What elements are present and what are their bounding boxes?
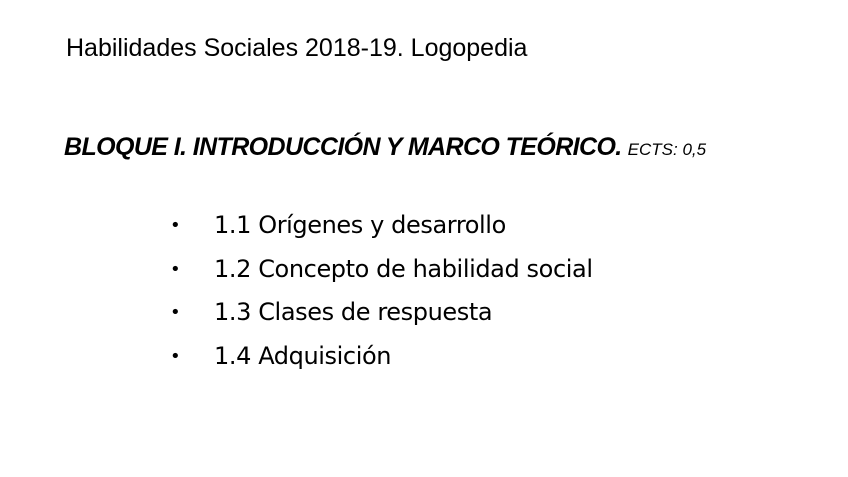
course-title: Habilidades Sociales 2018-19. Logopedia (66, 34, 528, 62)
topic-label: 1.3 Clases de respuesta (214, 298, 493, 326)
bullet-icon: • (170, 215, 181, 236)
topic-label: 1.1 Orígenes y desarrollo (214, 211, 506, 239)
block-title: BLOQUE I. INTRODUCCIÓN Y MARCO TEÓRICO. (64, 133, 622, 161)
block-ects: ECTS: 0,5 (627, 140, 707, 159)
bullet-icon: • (170, 302, 181, 323)
topic-label: 1.2 Concepto de habilidad social (214, 254, 593, 283)
list-item (170, 291, 593, 335)
list-item (170, 248, 593, 292)
topic-label: 1.4 Adquisición (214, 341, 392, 370)
topic-list (170, 204, 593, 378)
block-heading (64, 130, 706, 168)
list-item (170, 335, 593, 379)
bullet-icon: • (170, 345, 181, 367)
bullet-icon: • (170, 258, 181, 280)
list-item (170, 204, 593, 248)
